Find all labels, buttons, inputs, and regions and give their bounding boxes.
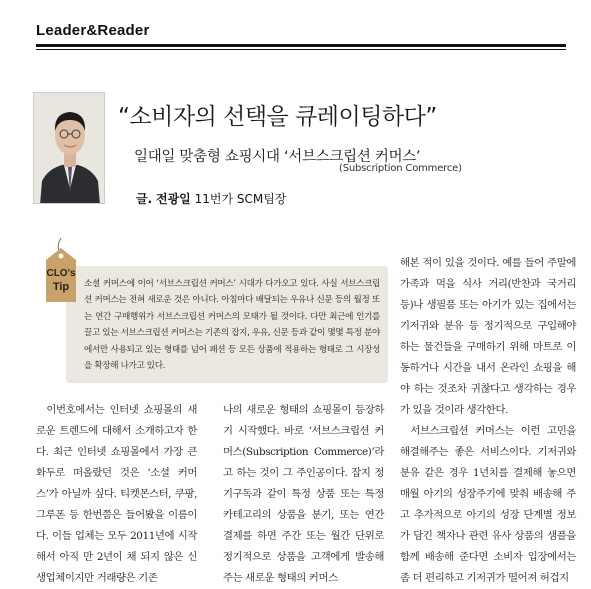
byline-role: 11번가 SCM팀장 <box>194 192 287 206</box>
body-column-2 <box>223 400 384 589</box>
section-header <box>36 18 566 46</box>
byline <box>136 190 286 207</box>
byline-prefix: 글. <box>136 192 153 206</box>
body-paragraph: 해본 적이 있을 것이다. 예를 들어 주말에 가족과 먹을 식사 거리(반찬과 국거리 등)나 생필품 또는 아기가 있는 집에서는 기저귀와 분유 등 정기적으로 구입해야 하는 물건들을 구매하기 위해 마트로 이동하거나 시간을 내서 온라인 쇼핑을 해야 하는 것조차 귀찮다고 생각하는 경우가 있을 것이라 생각한다. <box>400 257 576 416</box>
author-photo <box>33 92 105 204</box>
header-rule-thin <box>36 49 566 50</box>
body-column-1 <box>36 400 197 589</box>
byline-author: 전광일 <box>155 192 191 206</box>
article-title: “소비자의 선택을 큐레이팅하다” <box>118 104 437 130</box>
body-paragraph: 나의 새로운 형태의 쇼핑몰이 등장하기 시작했다. 바로 ‘서브스크립션 커머스(Subscription Commerce)’라고 하는 것이 그 주인공이다. 잡지 정기구독과 같이 특정 상품 또는 특정 카테고리의 상품을 분기, 또는 연간 결제를 하면 주간 또는 월간 단위로 정기적으로 상품을 고객에게 발송해주는 새로운 형태의 커머스 <box>223 404 384 584</box>
tip-text: 소셜 커머스에 이어 ‘서브스크립션 커머스’ 시대가 다가오고 있다. 사실 서브스크립션 커머스는 전혀 새로운 것은 아니다. 아침마다 배달되는 우유나 신문 등의 월정 또는 연간 구매행위가 서브스크립션 커머스의 모태가 될 것이다. 다만 최근에 인기를 끌고 있는 서브스크립션 커머스는 기존의 잡지, 우유, 신문 등과 같이 몇몇 특정 분야에서만 사용되고 있는 형태를 넘어 패션 등 모든 상품에 적용하는 형태로 그 시장성을 확장해 나가고 있다. <box>84 279 380 372</box>
tag-icon <box>36 238 86 308</box>
article-subtitle-english: (Subscription Commerce) <box>339 163 462 174</box>
tag-line1: CLO's <box>46 268 76 279</box>
author-portrait-image <box>34 93 105 204</box>
body-paragraph: 이번호에서는 인터넷 쇼핑몰의 새로운 트렌드에 대해서 소개하고자 한다. 최근 인터넷 쇼핑몰에서 가장 큰 화두로 떠올랐던 것은 ‘소셜 커머스’가 아닐까 싶다. 티켓몬스터, 쿠팡, 그루폰 등 한번쯤은 들어봤을 이름이다. 이들 업체는 모두 2011년에 시작해서 아직 만 2년이 채 되지 않은 신생업체이지만 거래량은 기존 <box>36 404 197 584</box>
clo-tip-tag <box>36 238 86 308</box>
article-subtitle: 일대일 맞춤형 쇼핑시대 ‘서브스크립션 커머스’ <box>134 149 421 165</box>
header-rule <box>36 44 566 47</box>
body-paragraph: 서브스크립션 커머스는 이런 고민을 해결해주는 좋은 서비스이다. 기저귀와 분유 같은 경우 1년치를 결제해 놓으면 매월 아기의 성장주기에 맞춰 배송해 주고 추가적으로 아기의 성장 단계별 정보가 담긴 책자나 관련 유사 상품의 샘플을 함께 배송해 준다면 소비자 입장에서는 좀 더 편리하고 기저귀가 떨어져 허겁지 <box>400 425 576 584</box>
body-column-3 <box>400 253 576 589</box>
section-label: Leader&Reader <box>36 22 150 39</box>
tag-line2: Tip <box>52 281 70 293</box>
